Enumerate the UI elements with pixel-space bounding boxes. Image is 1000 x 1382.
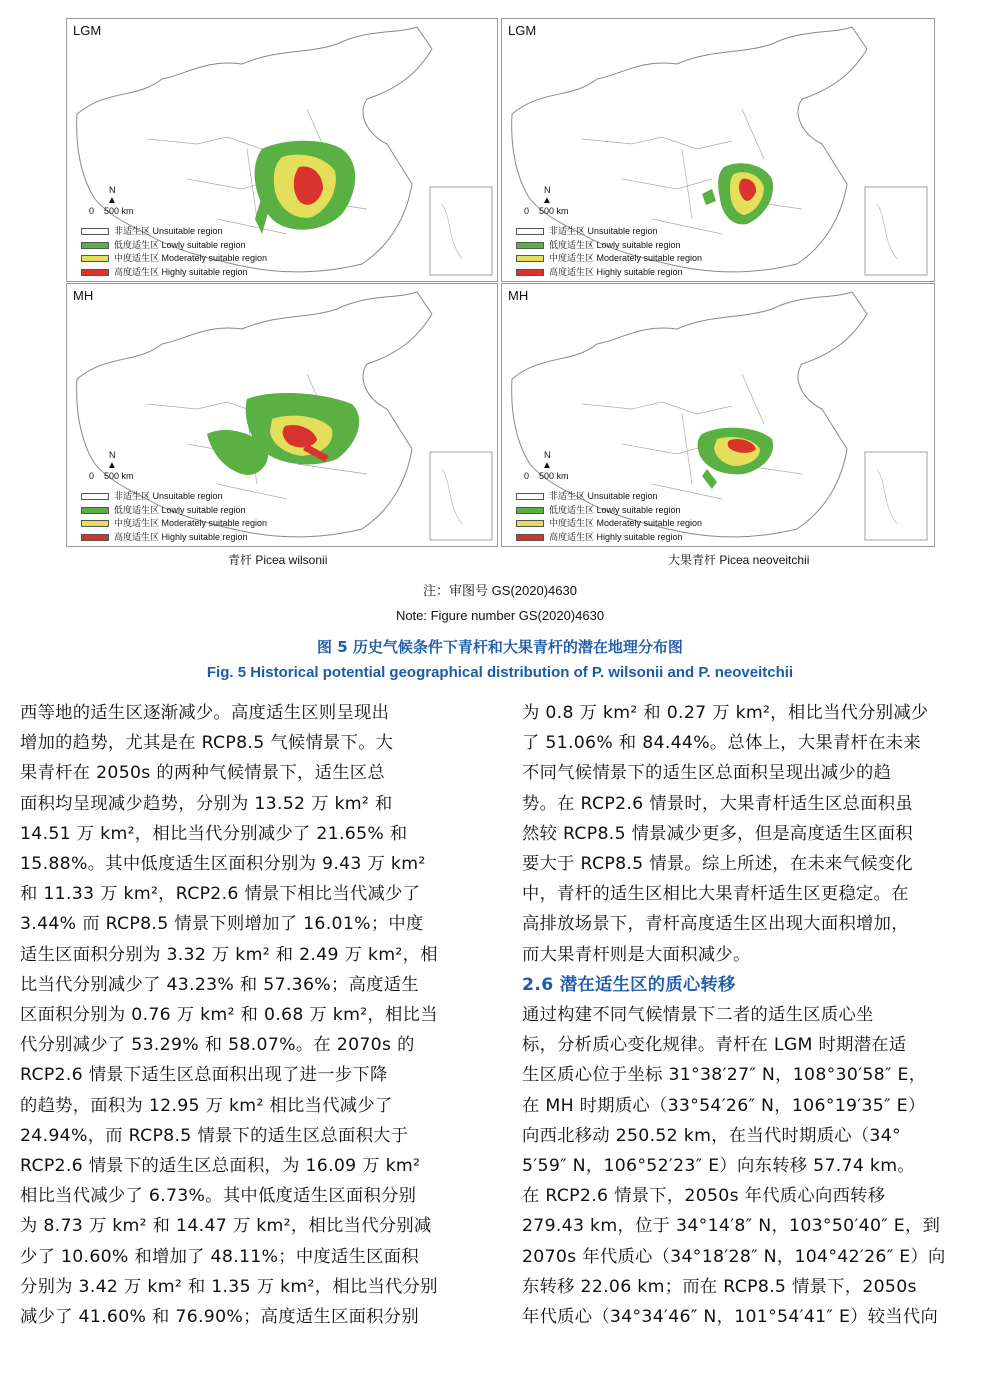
text-line: 减少了 41.60% 和 76.90%；高度适生区面积分别 bbox=[20, 1307, 419, 1328]
text-line: 西等地的适生区逐渐减少。高度适生区则呈现出 bbox=[20, 703, 390, 723]
text-line: 通过构建不同气候情景下二者的适生区质心坐 bbox=[522, 1005, 874, 1026]
legend-item: 非适生区 Unsuitable region bbox=[81, 490, 267, 504]
text-line: 中，青杆的适生区相比大果青杆适生区更稳定。在 bbox=[522, 884, 909, 905]
legend-item: 低度适生区 Lowly suitable region bbox=[81, 239, 267, 253]
paragraph bbox=[522, 1000, 982, 1332]
text-line: 区面积分别为 0.76 万 km² 和 0.68 万 km²，相比当 bbox=[20, 1005, 438, 1026]
text-line: 适生区面积分别为 3.32 万 km² 和 2.49 万 km²，相 bbox=[20, 944, 438, 965]
text-line: 14.51 万 km²，相比当代分别减少了 21.65% 和 bbox=[20, 823, 408, 844]
text-line: 然较 RCP8.5 情景减少更多，但是高度适生区面积 bbox=[522, 823, 913, 844]
north-arrow-label: N bbox=[109, 450, 116, 460]
map-legend bbox=[81, 490, 267, 544]
text-line: 增加的趋势，尤其是在 RCP8.5 气候情景下。大 bbox=[20, 733, 394, 754]
legend-swatch bbox=[81, 228, 109, 235]
legend-swatch bbox=[81, 255, 109, 262]
body-text-right-column bbox=[522, 698, 982, 1332]
map-legend bbox=[516, 225, 702, 279]
panel-tag: LGM bbox=[73, 23, 102, 38]
text-line: 不同气候情景下的适生区总面积呈现出减少的趋 bbox=[522, 763, 892, 784]
legend-swatch bbox=[81, 269, 109, 276]
scale-label: 0 500 km bbox=[89, 206, 134, 216]
text-line: 3.44% 而 RCP8.5 情景下则增加了 16.01%；中度 bbox=[20, 914, 424, 935]
legend-swatch bbox=[516, 507, 544, 514]
text-line: 为 0.8 万 km² 和 0.27 万 km²，相比当代分别减少 bbox=[522, 703, 929, 723]
text-line: 向西北移动 250.52 km，在当代时期质心（34° bbox=[522, 1125, 901, 1146]
north-arrow-icon: ▲ bbox=[542, 195, 552, 206]
legend-item: 高度适生区 Highly suitable region bbox=[81, 531, 267, 545]
legend-swatch bbox=[516, 493, 544, 500]
map-panel-mh-neoveitchii bbox=[501, 283, 935, 547]
text-line: 标，分析质心变化规律。青杆在 LGM 时期潜在适 bbox=[522, 1035, 907, 1056]
legend-swatch bbox=[81, 493, 109, 500]
text-line: 了 51.06% 和 84.44%。总体上，大果青杆在未来 bbox=[522, 733, 921, 754]
legend-item: 非适生区 Unsuitable region bbox=[516, 225, 702, 239]
panel-tag: LGM bbox=[508, 23, 537, 38]
text-line: 比当代分别减少了 43.23% 和 57.36%；高度适生 bbox=[20, 974, 419, 995]
text-line: 为 8.73 万 km² 和 14.47 万 km²，相比当代分别减 bbox=[20, 1216, 432, 1237]
legend-item: 中度适生区 Moderately suitable region bbox=[516, 252, 702, 266]
north-arrow-icon: ▲ bbox=[542, 460, 552, 471]
text-line: 要大于 RCP8.5 情景。综上所述，在未来气候变化 bbox=[522, 854, 913, 875]
legend-swatch bbox=[516, 269, 544, 276]
legend-swatch bbox=[81, 507, 109, 514]
figure-title-cn: 图 5 历史气候条件下青杆和大果青杆的潜在地理分布图 bbox=[317, 638, 683, 656]
legend-swatch bbox=[516, 228, 544, 235]
map-legend bbox=[81, 225, 267, 279]
text-line: 年代质心（34°34′46″ N，101°54′41″ E）较当代向 bbox=[522, 1307, 939, 1328]
text-line: 在 RCP2.6 情景下，2050s 年代质心向西转移 bbox=[522, 1186, 886, 1207]
legend-item: 低度适生区 Lowly suitable region bbox=[81, 504, 267, 518]
section-heading: 2.6 潜在适生区的质心转移 bbox=[522, 974, 736, 995]
suitability-area bbox=[698, 428, 774, 489]
text-line: 在 MH 时期质心（33°54′26″ N，106°19′35″ E） bbox=[522, 1095, 926, 1116]
text-line: 15.88%。其中低度适生区面积分别为 9.43 万 km² bbox=[20, 854, 426, 875]
text-line: 果青杆在 2050s 的两种气候情景下，适生区总 bbox=[20, 763, 385, 784]
text-line: 分别为 3.42 万 km² 和 1.35 万 km²，相比当代分别 bbox=[20, 1276, 438, 1297]
species-caption-right: 大果青杆 Picea neoveitchii bbox=[668, 553, 810, 567]
text-line: 少了 10.60% 和增加了 48.11%；中度适生区面积 bbox=[20, 1246, 419, 1267]
legend-item: 中度适生区 Moderately suitable region bbox=[81, 252, 267, 266]
legend-swatch bbox=[81, 242, 109, 249]
text-line: 生区质心位于坐标 31°38′27″ N，108°30′58″ E， bbox=[522, 1065, 927, 1086]
scale-label: 0 500 km bbox=[524, 471, 569, 481]
map-panel-lgm-neoveitchii bbox=[501, 18, 935, 282]
legend-item: 中度适生区 Moderately suitable region bbox=[516, 517, 702, 531]
legend-swatch bbox=[516, 255, 544, 262]
legend-item: 高度适生区 Highly suitable region bbox=[81, 266, 267, 280]
legend-item: 低度适生区 Lowly suitable region bbox=[516, 504, 702, 518]
north-arrow-icon: ▲ bbox=[107, 195, 117, 206]
text-line: 的趋势，面积为 12.95 万 km² 相比当代减少了 bbox=[20, 1095, 393, 1116]
text-line: 面积均呈现减少趋势，分别为 13.52 万 km² 和 bbox=[20, 793, 393, 814]
paragraph bbox=[522, 698, 982, 970]
text-line: 相比当代减少了 6.73%。其中低度适生区面积分别 bbox=[20, 1186, 417, 1207]
scale-bar bbox=[89, 185, 134, 216]
panel-tag: MH bbox=[508, 288, 529, 303]
suitability-area bbox=[207, 393, 359, 475]
legend-swatch bbox=[81, 534, 109, 541]
legend-item: 中度适生区 Moderately suitable region bbox=[81, 517, 267, 531]
legend-swatch bbox=[516, 520, 544, 527]
legend-item: 高度适生区 Highly suitable region bbox=[516, 266, 702, 280]
suitability-area bbox=[702, 163, 773, 224]
legend-item: 低度适生区 Lowly suitable region bbox=[516, 239, 702, 253]
text-line: 代分别减少了 53.29% 和 58.07%。在 2070s 的 bbox=[20, 1035, 415, 1056]
map-panel-mh-wilsonii bbox=[66, 283, 498, 547]
scale-bar bbox=[524, 185, 569, 216]
panel-tag: MH bbox=[73, 288, 94, 303]
map-legend bbox=[516, 490, 702, 544]
figure-note-cn: 注：审图号 GS(2020)4630 bbox=[423, 583, 577, 598]
body-text-left-column bbox=[20, 698, 480, 1332]
north-arrow-label: N bbox=[109, 185, 116, 195]
text-line: RCP2.6 情景下的适生区总面积，为 16.09 万 km² bbox=[20, 1156, 421, 1177]
north-arrow-label: N bbox=[544, 450, 551, 460]
text-line: 5′59″ N，106°52′23″ E）向东转移 57.74 km。 bbox=[522, 1156, 915, 1177]
legend-swatch bbox=[516, 242, 544, 249]
scale-label: 0 500 km bbox=[89, 471, 134, 481]
text-line: 279.43 km，位于 34°14′8″ N，103°50′40″ E，到 bbox=[522, 1216, 941, 1237]
species-caption-left: 青杆 Picea wilsonii bbox=[228, 553, 328, 567]
text-line: 势。在 RCP2.6 情景时，大果青杆适生区总面积虽 bbox=[522, 793, 913, 814]
map-panel-lgm-wilsonii bbox=[66, 18, 498, 282]
text-line: 而大果青杆则是大面积减少。 bbox=[522, 944, 751, 965]
north-arrow-label: N bbox=[544, 185, 551, 195]
legend-item: 高度适生区 Highly suitable region bbox=[516, 531, 702, 545]
text-line: 东转移 22.06 km；而在 RCP8.5 情景下，2050s bbox=[522, 1276, 917, 1297]
suitability-area bbox=[255, 141, 356, 234]
figure-note-en: Note: Figure number GS(2020)4630 bbox=[395, 608, 605, 623]
text-line: RCP2.6 情景下适生区总面积出现了进一步下降 bbox=[20, 1065, 388, 1086]
scale-label: 0 500 km bbox=[524, 206, 569, 216]
text-line: 2070s 年代质心（34°18′28″ N，104°42′26″ E）向 bbox=[522, 1246, 946, 1267]
figure-title-en: Fig. 5 Historical potential geographical distribution of P. wilsonii and P. neoveitchii bbox=[206, 664, 794, 681]
text-line: 高排放场景下，青杆高度适生区出现大面积增加， bbox=[522, 914, 909, 935]
legend-swatch bbox=[81, 520, 109, 527]
legend-swatch bbox=[516, 534, 544, 541]
north-arrow-icon: ▲ bbox=[107, 460, 117, 471]
text-line: 和 11.33 万 km²，RCP2.6 情景下相比当代减少了 bbox=[20, 884, 421, 905]
legend-item: 非适生区 Unsuitable region bbox=[81, 225, 267, 239]
scale-bar bbox=[89, 450, 134, 481]
scale-bar bbox=[524, 450, 569, 481]
legend-item: 非适生区 Unsuitable region bbox=[516, 490, 702, 504]
text-line: 24.94%，而 RCP8.5 情景下的适生区总面积大于 bbox=[20, 1125, 409, 1146]
